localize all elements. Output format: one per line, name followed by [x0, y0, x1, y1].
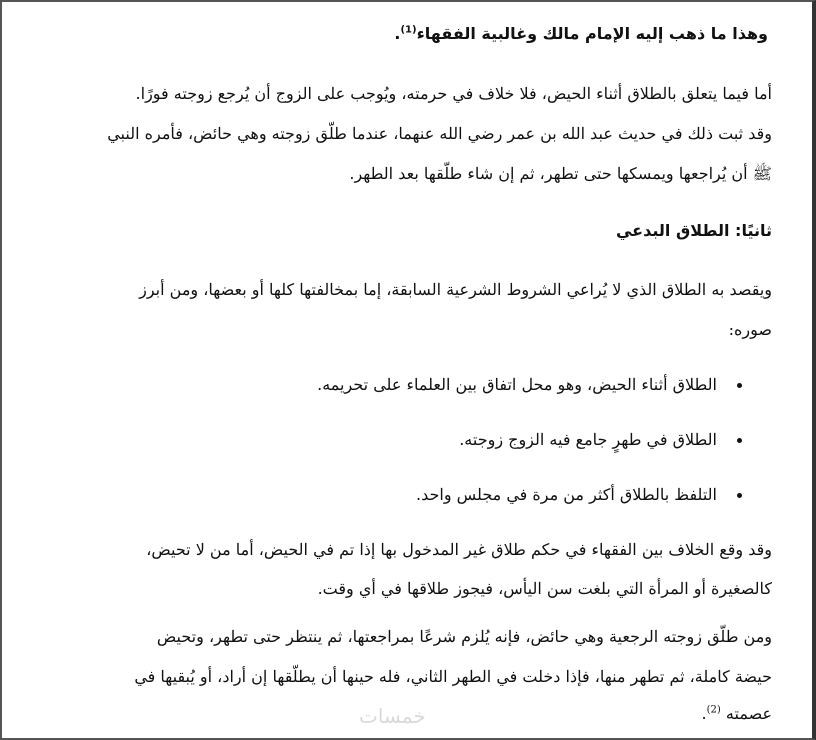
bullet-text: التلفظ بالطلاق أكثر من مرة في مجلس واحد. [416, 485, 717, 504]
footnote-ref-2[interactable]: (2) [706, 704, 721, 716]
paragraph-2-line-2: صوره: [728, 320, 772, 339]
paragraph-1-line-3: ﷺ أن يُراجعها ويمسكها حتى تطهر، ثم إن شاء طلّقها بعد الطهر. [349, 164, 772, 183]
intro-line [394, 24, 768, 43]
bullet-dot-icon [737, 383, 742, 388]
footnote-ref-1[interactable]: (1) [400, 24, 417, 36]
intro-period: . [394, 24, 401, 43]
paragraph-2-line-1: ويقصد به الطلاق الذي لا يُراعي الشروط الشرعية السابقة، إما بمخالفتها كلها أو بعضها، ومن أبرز [139, 280, 772, 299]
bullet-dot-icon [737, 493, 742, 498]
watermark-logo: خمسات [359, 704, 426, 728]
paragraph-3-line-2: كالصغيرة أو المرأة التي بلغت سن اليأس، فيجوز طلاقها في أي وقت. [317, 579, 772, 598]
bullet-text: الطلاق أثناء الحيض، وهو محل اتفاق بين العلماء على تحريمه. [317, 375, 717, 394]
bullet-text: الطلاق في طهرٍ جامع فيه الزوج زوجته. [459, 430, 717, 449]
bullet-dot-icon [737, 438, 742, 443]
paragraph-1-line-2: وقد ثبت ذلك في حديث عبد الله بن عمر رضي الله عنهما، عندما طلّق زوجته وهي حائض، فأمره النبي [107, 124, 772, 143]
paragraph-4-line-3-text: عصمته [725, 704, 772, 723]
paragraph-4-line-3 [702, 704, 772, 723]
paragraph-3-line-1: وقد وقع الخلاف بين الفقهاء في حكم طلاق غير المدخول بها إذا تم في الحيض، أما من لا تحيض، [146, 540, 772, 559]
paragraph-4-period: . [701, 704, 707, 723]
paragraph-4-line-2: حيضة كاملة، ثم تطهر منها، فإذا دخلت في الطهر الثاني، فله حينها أن يطلّقها إن أراد، أو يُبقيها في [134, 667, 772, 686]
intro-text: وهذا ما ذهب إليه الإمام مالك وغالبية الفقهاء [416, 24, 768, 43]
paragraph-1-line-1: أما فيما يتعلق بالطلاق أثناء الحيض، فلا خلاف في حرمته، ويُوجب على الزوج أن يُرجع زوجته فورًا. [135, 84, 772, 103]
section-heading: ثانيًا: الطلاق البدعي [615, 221, 772, 240]
paragraph-4-line-1: ومن طلّق زوجته الرجعية وهي حائض، فإنه يُلزم شرعًا بمراجعتها، ثم ينتظر حتى تطهر، وتحيض [156, 627, 772, 646]
